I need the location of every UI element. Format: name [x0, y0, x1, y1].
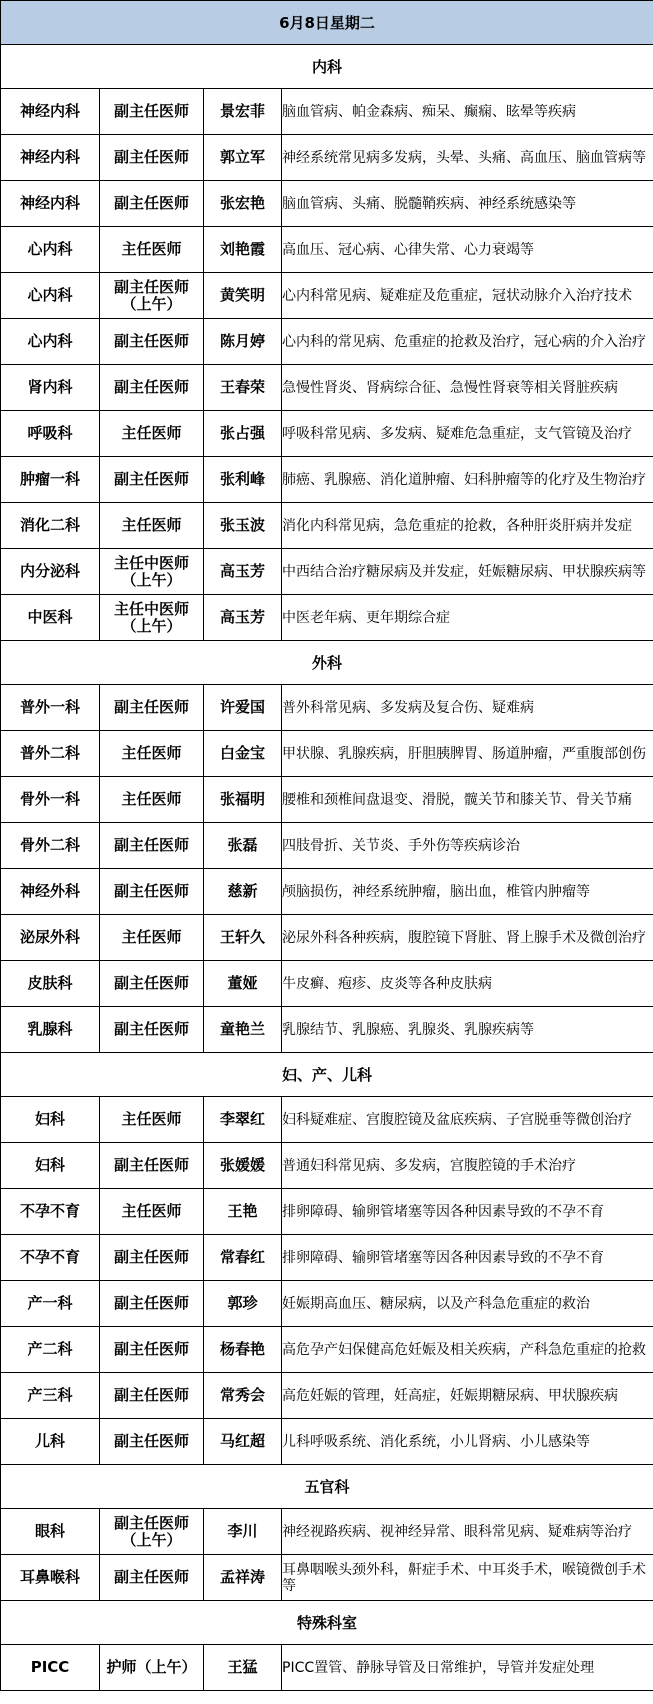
department-cell: 儿科 [1, 1419, 100, 1465]
department-cell: 不孕不育 [1, 1235, 100, 1281]
specialty-cell: 甲状腺、乳腺疾病，肝胆胰脾胃、肠道肿瘤，严重腹部创伤 [282, 731, 653, 777]
specialty-cell: 消化内科常见病，急危重症的抢救，各种肝炎肝病并发症 [282, 503, 653, 549]
doctor-row [1, 365, 653, 411]
doctor-row [1, 1645, 653, 1691]
doctor-row [1, 457, 653, 503]
department-cell: 妇科 [1, 1143, 100, 1189]
department-cell: 泌尿外科 [1, 915, 100, 961]
title-cell: 副主任医师 [100, 1007, 204, 1053]
doctor-row [1, 823, 653, 869]
doctor-row [1, 731, 653, 777]
doctor-name-cell: 李川 [204, 1509, 282, 1555]
doctor-name-cell: 张占强 [204, 411, 282, 457]
department-cell: 眼科 [1, 1509, 100, 1555]
doctor-name-cell: 高玉芳 [204, 549, 282, 595]
doctor-row [1, 777, 653, 823]
doctor-name-cell: 张宏艳 [204, 181, 282, 227]
department-cell: 呼吸科 [1, 411, 100, 457]
doctor-name-cell: 常春红 [204, 1235, 282, 1281]
department-cell: 普外二科 [1, 731, 100, 777]
specialty-cell: 泌尿外科各种疾病，腹腔镜下肾脏、肾上腺手术及微创治疗 [282, 915, 653, 961]
title-cell: 主任医师 [100, 411, 204, 457]
title-cell: 主任医师 [100, 227, 204, 273]
specialty-cell: 排卵障碍、输卵管堵塞等因各种因素导致的不孕不育 [282, 1189, 653, 1235]
doctor-name-cell: 杨春艳 [204, 1327, 282, 1373]
title-cell: 主任中医师（上午） [100, 595, 204, 641]
specialty-cell: 心内科的常见病、危重症的抢救及治疗，冠心病的介入治疗 [282, 319, 653, 365]
title-cell: 副主任医师 [100, 457, 204, 503]
title-cell: 副主任医师 [100, 1419, 204, 1465]
department-cell: 产一科 [1, 1281, 100, 1327]
section-header-row [1, 1465, 653, 1509]
doctor-row [1, 1281, 653, 1327]
doctor-row [1, 135, 653, 181]
title-cell: 主任医师 [100, 1189, 204, 1235]
doctor-row [1, 503, 653, 549]
department-cell: 神经内科 [1, 135, 100, 181]
section-header-row [1, 1053, 653, 1097]
doctor-name-cell: 黄笑明 [204, 273, 282, 319]
department-cell: 产二科 [1, 1327, 100, 1373]
specialty-cell: 中医老年病、更年期综合症 [282, 595, 653, 641]
title-cell: 副主任医师 [100, 1555, 204, 1601]
department-cell: 不孕不育 [1, 1189, 100, 1235]
department-cell: 内分泌科 [1, 549, 100, 595]
title-cell: 副主任医师 [100, 181, 204, 227]
specialty-cell: 妇科疑难症、宫腹腔镜及盆底疾病、子宫脱垂等微创治疗 [282, 1097, 653, 1143]
specialty-cell: 颅脑损伤，神经系统肿瘤，脑出血，椎管内肿瘤等 [282, 869, 653, 915]
doctor-row [1, 227, 653, 273]
specialty-cell: 心内科常见病、疑难症及危重症，冠状动脉介入治疗技术 [282, 273, 653, 319]
title-cell: 副主任医师 [100, 961, 204, 1007]
department-cell: 神经外科 [1, 869, 100, 915]
specialty-cell: 急慢性肾炎、肾病综合征、急慢性肾衰等相关肾脏疾病 [282, 365, 653, 411]
specialty-cell: 耳鼻咽喉头颈外科，鼾症手术、中耳炎手术，喉镜微创手术等 [282, 1555, 653, 1601]
department-cell: 皮肤科 [1, 961, 100, 1007]
department-cell: 心内科 [1, 273, 100, 319]
department-cell: 中医科 [1, 595, 100, 641]
doctor-name-cell: 王艳 [204, 1189, 282, 1235]
doctor-name-cell: 王春荣 [204, 365, 282, 411]
doctor-row [1, 181, 653, 227]
title-cell: 主任医师 [100, 915, 204, 961]
specialty-cell: 普外科常见病、多发病及复合伤、疑难病 [282, 685, 653, 731]
department-cell: 耳鼻喉科 [1, 1555, 100, 1601]
title-cell: 主任医师 [100, 777, 204, 823]
specialty-cell: 呼吸科常见病、多发病、疑难危急重症，支气管镜及治疗 [282, 411, 653, 457]
section-title: 内科 [1, 45, 653, 89]
section-header-row [1, 641, 653, 685]
specialty-cell: 神经视路疾病、视神经异常、眼科常见病、疑难病等治疗 [282, 1509, 653, 1555]
specialty-cell: 高血压、冠心病、心律失常、心力衰竭等 [282, 227, 653, 273]
doctor-row [1, 595, 653, 641]
specialty-cell: 牛皮癣、疱疹、皮炎等各种皮肤病 [282, 961, 653, 1007]
title-cell: 副主任医师 [100, 365, 204, 411]
doctor-row [1, 961, 653, 1007]
doctor-name-cell: 张玉波 [204, 503, 282, 549]
doctor-row [1, 1143, 653, 1189]
doctor-name-cell: 王猛 [204, 1645, 282, 1691]
doctor-row [1, 1419, 653, 1465]
doctor-name-cell: 刘艳霞 [204, 227, 282, 273]
doctor-row [1, 1097, 653, 1143]
title-cell: 副主任医师 [100, 1373, 204, 1419]
title-cell: 主任中医师（上午） [100, 549, 204, 595]
specialty-cell: 脑血管病、帕金森病、痴呆、癫痫、眩晕等疾病 [282, 89, 653, 135]
specialty-cell: 儿科呼吸系统、消化系统，小儿肾病、小儿感染等 [282, 1419, 653, 1465]
doctor-row [1, 411, 653, 457]
title-cell: 副主任医师 [100, 685, 204, 731]
doctor-name-cell: 白金宝 [204, 731, 282, 777]
department-cell: 心内科 [1, 227, 100, 273]
doctor-row [1, 915, 653, 961]
title-cell: 副主任医师 [100, 823, 204, 869]
department-cell: 产三科 [1, 1373, 100, 1419]
department-cell: 消化二科 [1, 503, 100, 549]
specialty-cell: PICC置管、静脉导管及日常维护，导管并发症处理 [282, 1645, 653, 1691]
doctor-name-cell: 郭珍 [204, 1281, 282, 1327]
page-title: 6月8日星期二 [1, 1, 653, 45]
department-cell: 妇科 [1, 1097, 100, 1143]
title-cell: 副主任医师（上午） [100, 273, 204, 319]
department-cell: 乳腺科 [1, 1007, 100, 1053]
section-title: 外科 [1, 641, 653, 685]
doctor-row [1, 869, 653, 915]
doctor-row [1, 1235, 653, 1281]
doctor-row [1, 549, 653, 595]
doctor-row [1, 685, 653, 731]
specialty-cell: 中西结合治疗糖尿病及并发症，妊娠糖尿病、甲状腺疾病等 [282, 549, 653, 595]
doctor-name-cell: 景宏菲 [204, 89, 282, 135]
specialty-cell: 四肢骨折、关节炎、手外伤等疾病诊治 [282, 823, 653, 869]
doctor-name-cell: 童艳兰 [204, 1007, 282, 1053]
doctor-name-cell: 孟祥涛 [204, 1555, 282, 1601]
doctor-row [1, 273, 653, 319]
department-cell: 骨外二科 [1, 823, 100, 869]
specialty-cell: 乳腺结节、乳腺癌、乳腺炎、乳腺疾病等 [282, 1007, 653, 1053]
title-cell: 副主任医师 [100, 135, 204, 181]
specialty-cell: 高危孕产妇保健高危妊娠及相关疾病，产科急危重症的抢救 [282, 1327, 653, 1373]
specialty-cell: 神经系统常见病多发病，头晕、头痛、高血压、脑血管病等 [282, 135, 653, 181]
title-cell: 副主任医师 [100, 1327, 204, 1373]
specialty-cell: 脑血管病、头痛、脱髓鞘疾病、神经系统感染等 [282, 181, 653, 227]
department-cell: 心内科 [1, 319, 100, 365]
department-cell: 普外一科 [1, 685, 100, 731]
doctor-name-cell: 张媛媛 [204, 1143, 282, 1189]
title-cell: 副主任医师 [100, 869, 204, 915]
title-cell: 护师（上午） [100, 1645, 204, 1691]
doctor-name-cell: 张磊 [204, 823, 282, 869]
title-cell: 主任医师 [100, 503, 204, 549]
specialty-cell: 普通妇科常见病、多发病，宫腹腔镜的手术治疗 [282, 1143, 653, 1189]
doctor-row [1, 319, 653, 365]
doctor-name-cell: 许爱国 [204, 685, 282, 731]
department-cell: PICC [1, 1645, 100, 1691]
title-cell: 副主任医师 [100, 89, 204, 135]
department-cell: 肿瘤一科 [1, 457, 100, 503]
department-cell: 骨外一科 [1, 777, 100, 823]
doctor-name-cell: 郭立军 [204, 135, 282, 181]
doctor-name-cell: 李翠红 [204, 1097, 282, 1143]
section-title: 妇、产、儿科 [1, 1053, 653, 1097]
doctor-name-cell: 张利峰 [204, 457, 282, 503]
doctor-name-cell: 陈月婷 [204, 319, 282, 365]
title-cell: 主任医师 [100, 1097, 204, 1143]
title-cell: 副主任医师 [100, 319, 204, 365]
doctor-row [1, 1555, 653, 1601]
specialty-cell: 高危妊娠的管理，妊高症，妊娠期糖尿病、甲状腺疾病 [282, 1373, 653, 1419]
title-cell: 主任医师 [100, 731, 204, 777]
title-cell: 副主任医师 [100, 1235, 204, 1281]
specialty-cell: 妊娠期高血压、糖尿病，以及产科急危重症的救治 [282, 1281, 653, 1327]
title-cell: 副主任医师 [100, 1143, 204, 1189]
doctor-row [1, 1007, 653, 1053]
department-cell: 神经内科 [1, 89, 100, 135]
doctor-name-cell: 慈新 [204, 869, 282, 915]
specialty-cell: 肺癌、乳腺癌、消化道肿瘤、妇科肿瘤等的化疗及生物治疗 [282, 457, 653, 503]
specialty-cell: 排卵障碍、输卵管堵塞等因各种因素导致的不孕不育 [282, 1235, 653, 1281]
doctor-name-cell: 王轩久 [204, 915, 282, 961]
title-row [1, 1, 653, 45]
doctor-row [1, 1327, 653, 1373]
specialty-cell: 腰椎和颈椎间盘退变、滑脱，髋关节和膝关节、骨关节痛 [282, 777, 653, 823]
schedule-body [1, 1, 653, 1691]
section-title: 五官科 [1, 1465, 653, 1509]
title-cell: 副主任医师 [100, 1281, 204, 1327]
doctor-row [1, 1189, 653, 1235]
doctor-row [1, 89, 653, 135]
department-cell: 神经内科 [1, 181, 100, 227]
department-cell: 肾内科 [1, 365, 100, 411]
title-cell: 副主任医师（上午） [100, 1509, 204, 1555]
section-header-row [1, 45, 653, 89]
doctor-row [1, 1509, 653, 1555]
section-header-row [1, 1601, 653, 1645]
doctor-name-cell: 马红超 [204, 1419, 282, 1465]
section-title: 特殊科室 [1, 1601, 653, 1645]
doctor-name-cell: 高玉芳 [204, 595, 282, 641]
doctor-row [1, 1373, 653, 1419]
doctor-name-cell: 董娅 [204, 961, 282, 1007]
doctor-name-cell: 张福明 [204, 777, 282, 823]
doctor-name-cell: 常秀会 [204, 1373, 282, 1419]
